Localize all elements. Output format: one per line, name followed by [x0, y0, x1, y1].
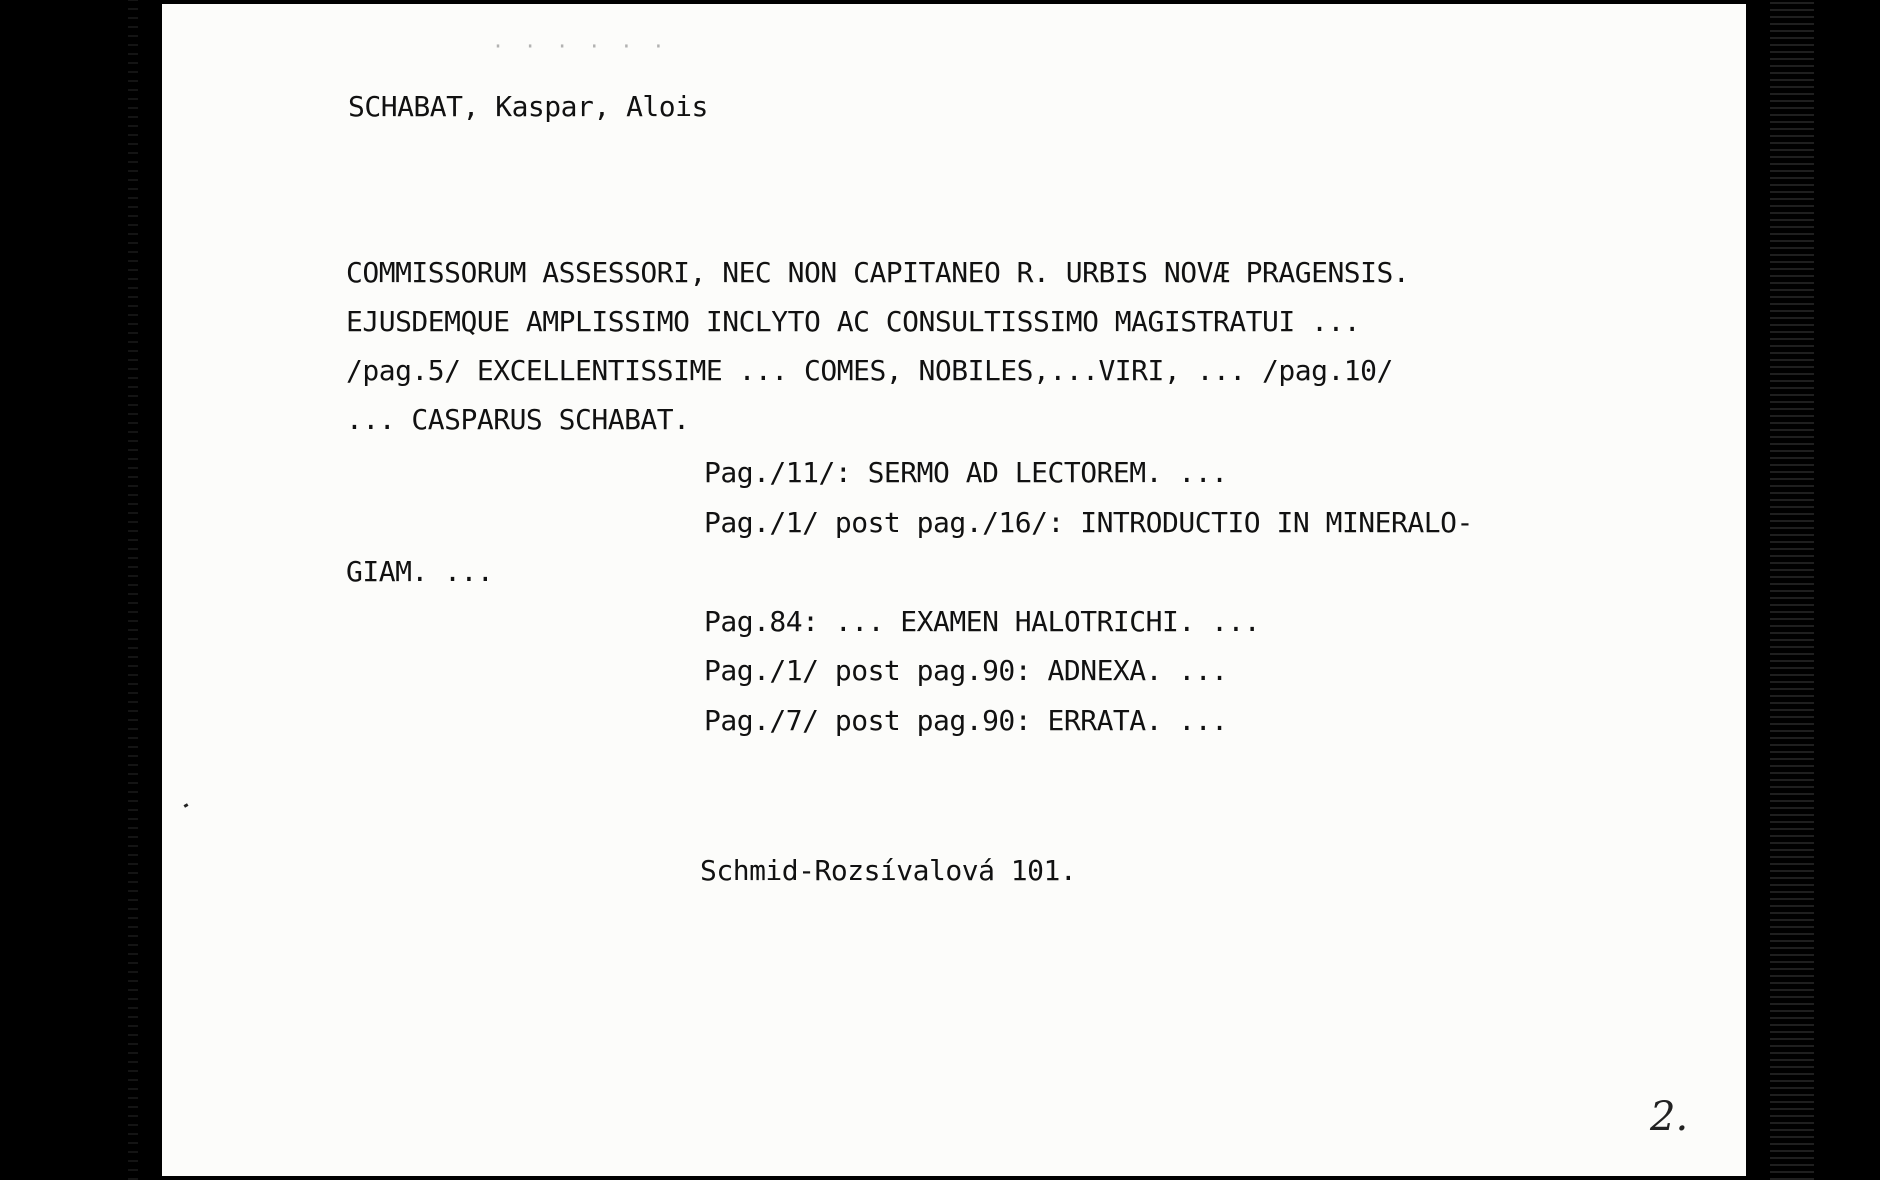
body-line-3: /pag.5/ EXCELLENTISSIME ... COMES, NOBILES,...VIRI, ... /pag.10/ — [346, 354, 1393, 387]
reference-citation: Schmid-Rozsívalová 101. — [700, 854, 1077, 887]
section-line-2: Pag./1/ post pag./16/: INTRODUCTIO IN MINERALO- — [704, 506, 1473, 539]
card-heading: SCHABAT, Kaspar, Alois — [348, 90, 708, 123]
ink-speck — [184, 803, 189, 808]
section-line-3: GIAM. ... — [346, 555, 494, 588]
scan-edge-left — [128, 0, 138, 1180]
body-line-4: ... CASPARUS SCHABAT. — [346, 403, 690, 436]
catalog-card — [162, 4, 1746, 1176]
handwritten-card-number: 2. — [1650, 1094, 1689, 1140]
body-line-1: COMMISSORUM ASSESSORI, NEC NON CAPITANEO R. URBIS NOVÆ PRAGENSIS. — [346, 256, 1410, 289]
faded-annotation: · · · · · · — [492, 34, 669, 58]
section-line-5: Pag./1/ post pag.90: ADNEXA. ... — [704, 654, 1228, 687]
section-line-4: Pag.84: ... EXAMEN HALOTRICHI. ... — [704, 605, 1261, 638]
section-line-1: Pag./11/: SERMO AD LECTOREM. ... — [704, 456, 1228, 489]
section-line-6: Pag./7/ post pag.90: ERRATA. ... — [704, 704, 1228, 737]
body-line-2: EJUSDEMQUE AMPLISSIMO INCLYTO AC CONSULTISSIMO MAGISTRATUI ... — [346, 305, 1361, 338]
scan-edge-right — [1770, 0, 1814, 1180]
